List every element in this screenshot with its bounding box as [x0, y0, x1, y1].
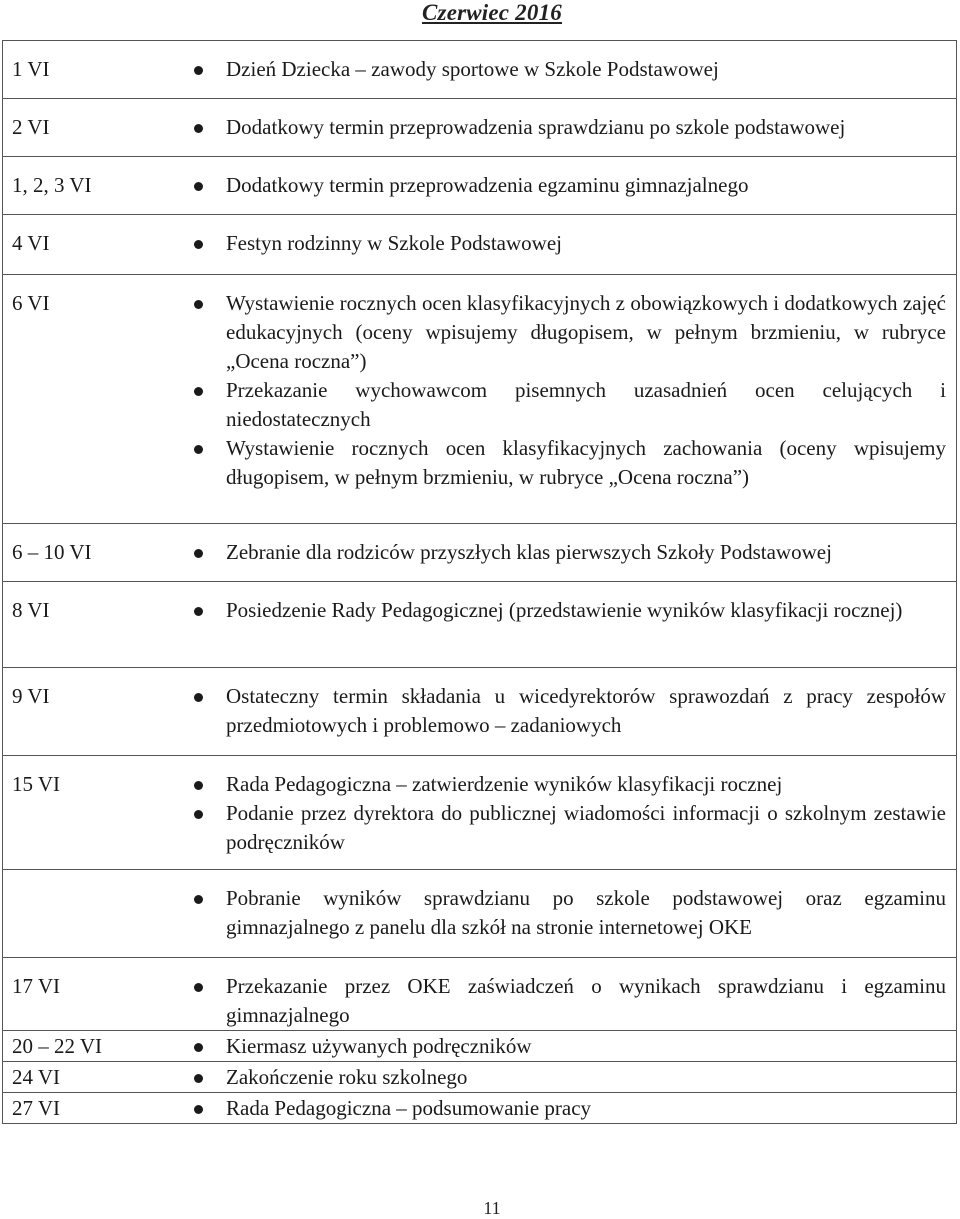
date-cell: 2 VI	[3, 99, 173, 157]
page-title: Czerwiec 2016	[422, 0, 562, 25]
bullet-icon	[194, 895, 203, 904]
schedule-row	[3, 668, 957, 756]
event-item	[172, 682, 946, 740]
bullet-icon	[194, 387, 203, 396]
event-cell	[172, 1062, 957, 1093]
event-cell	[172, 668, 957, 756]
event-item	[172, 113, 946, 142]
event-text: Festyn rodzinny w Szkole Podstawowej	[226, 231, 562, 255]
date-cell: 9 VI	[3, 668, 173, 756]
event-item	[172, 55, 946, 84]
event-cell	[172, 870, 957, 958]
schedule-row	[3, 275, 957, 524]
date-cell: 8 VI	[3, 582, 173, 668]
bullet-icon	[194, 1074, 203, 1083]
event-cell	[172, 157, 957, 215]
event-text: Dodatkowy termin przeprowadzenia sprawdzianu po szkole podstawowej	[226, 115, 846, 139]
date-cell: 24 VI	[3, 1062, 173, 1093]
date-cell: 20 – 22 VI	[3, 1031, 173, 1062]
schedule-row	[3, 870, 957, 958]
bullet-icon	[194, 983, 203, 992]
event-item	[172, 289, 946, 376]
bullet-icon	[194, 549, 203, 558]
bullet-icon	[194, 1043, 203, 1052]
bullet-icon	[194, 693, 203, 702]
schedule-row	[3, 99, 957, 157]
event-text: Wystawienie rocznych ocen klasyfikacyjnych zachowania (oceny wpisujemy długopisem, w pełnym brzmieniu, w rubryce „Ocena roczna”)	[226, 436, 946, 489]
event-item	[172, 884, 946, 942]
bullet-icon	[194, 810, 203, 819]
schedule-table	[2, 40, 957, 1124]
schedule-row	[3, 582, 957, 668]
bullet-icon	[194, 66, 203, 75]
date-cell: 1 VI	[3, 41, 173, 99]
event-cell	[172, 582, 957, 668]
event-text: Przekazanie przez OKE zaświadczeń o wynikach sprawdzianu i egzaminu gimnazjalnego	[226, 974, 946, 1027]
event-item	[172, 972, 946, 1030]
event-item	[172, 799, 946, 857]
event-cell	[172, 275, 957, 524]
event-text: Kiermasz używanych podręczników	[226, 1034, 532, 1058]
event-item	[172, 596, 946, 625]
event-item	[172, 434, 946, 492]
event-item	[172, 770, 946, 799]
date-cell: 6 – 10 VI	[3, 524, 173, 582]
event-cell	[172, 215, 957, 275]
date-cell: 1, 2, 3 VI	[3, 157, 173, 215]
date-cell: 4 VI	[3, 215, 173, 275]
event-text: Zakończenie roku szkolnego	[226, 1065, 468, 1089]
event-cell	[172, 1093, 957, 1124]
bullet-icon	[194, 124, 203, 133]
bullet-icon	[194, 781, 203, 790]
event-text: Dzień Dziecka – zawody sportowe w Szkole Podstawowej	[226, 57, 719, 81]
bullet-icon	[194, 445, 203, 454]
event-item	[172, 1094, 946, 1123]
event-text: Dodatkowy termin przeprowadzenia egzaminu gimnazjalnego	[226, 173, 749, 197]
schedule-row	[3, 958, 957, 1031]
bullet-icon	[194, 182, 203, 191]
event-text: Podanie przez dyrektora do publicznej wiadomości informacji o szkolnym zestawie podręczników	[226, 801, 946, 854]
event-cell	[172, 958, 957, 1031]
event-item	[172, 171, 946, 200]
event-text: Rada Pedagogiczna – podsumowanie pracy	[226, 1096, 592, 1120]
event-text: Rada Pedagogiczna – zatwierdzenie wyników klasyfikacji rocznej	[226, 772, 783, 796]
date-cell	[3, 870, 173, 958]
schedule-row	[3, 41, 957, 99]
event-item	[172, 538, 946, 567]
event-cell	[172, 756, 957, 870]
schedule-row	[3, 215, 957, 275]
event-cell	[172, 1031, 957, 1062]
bullet-icon	[194, 300, 203, 309]
schedule-row	[3, 1093, 957, 1124]
date-cell: 27 VI	[3, 1093, 173, 1124]
event-item	[172, 229, 946, 258]
event-item	[172, 1032, 946, 1061]
date-cell: 15 VI	[3, 756, 173, 870]
bullet-icon	[194, 240, 203, 249]
event-cell	[172, 99, 957, 157]
date-cell: 17 VI	[3, 958, 173, 1031]
event-cell	[172, 41, 957, 99]
bullet-icon	[194, 1105, 203, 1114]
schedule-row	[3, 524, 957, 582]
event-item	[172, 376, 946, 434]
schedule-row	[3, 756, 957, 870]
event-cell	[172, 524, 957, 582]
event-text: Pobranie wyników sprawdzianu po szkole podstawowej oraz egzaminu gimnazjalnego z panelu dla szkół na stronie internetowej OKE	[226, 886, 946, 939]
schedule-row	[3, 1031, 957, 1062]
event-text: Wystawienie rocznych ocen klasyfikacyjnych z obowiązkowych i dodatkowych zajęć edukacyjnych (oceny wpisujemy długopisem, w pełnym brzmieniu, w rubryce „Ocena roczna”)	[226, 291, 946, 373]
schedule-row	[3, 157, 957, 215]
event-item	[172, 1063, 946, 1092]
page-number: 11	[483, 1198, 501, 1218]
bullet-icon	[194, 607, 203, 616]
date-cell: 6 VI	[3, 275, 173, 524]
event-text: Przekazanie wychowawcom pisemnych uzasadnień ocen celujących i niedostatecznych	[226, 378, 946, 431]
schedule-row	[3, 1062, 957, 1093]
event-text: Zebranie dla rodziców przyszłych klas pierwszych Szkoły Podstawowej	[226, 540, 832, 564]
event-text: Posiedzenie Rady Pedagogicznej (przedstawienie wyników klasyfikacji rocznej)	[226, 598, 903, 622]
event-text: Ostateczny termin składania u wicedyrektorów sprawozdań z pracy zespołów przedmiotowych i problemowo – zadaniowych	[226, 684, 946, 737]
